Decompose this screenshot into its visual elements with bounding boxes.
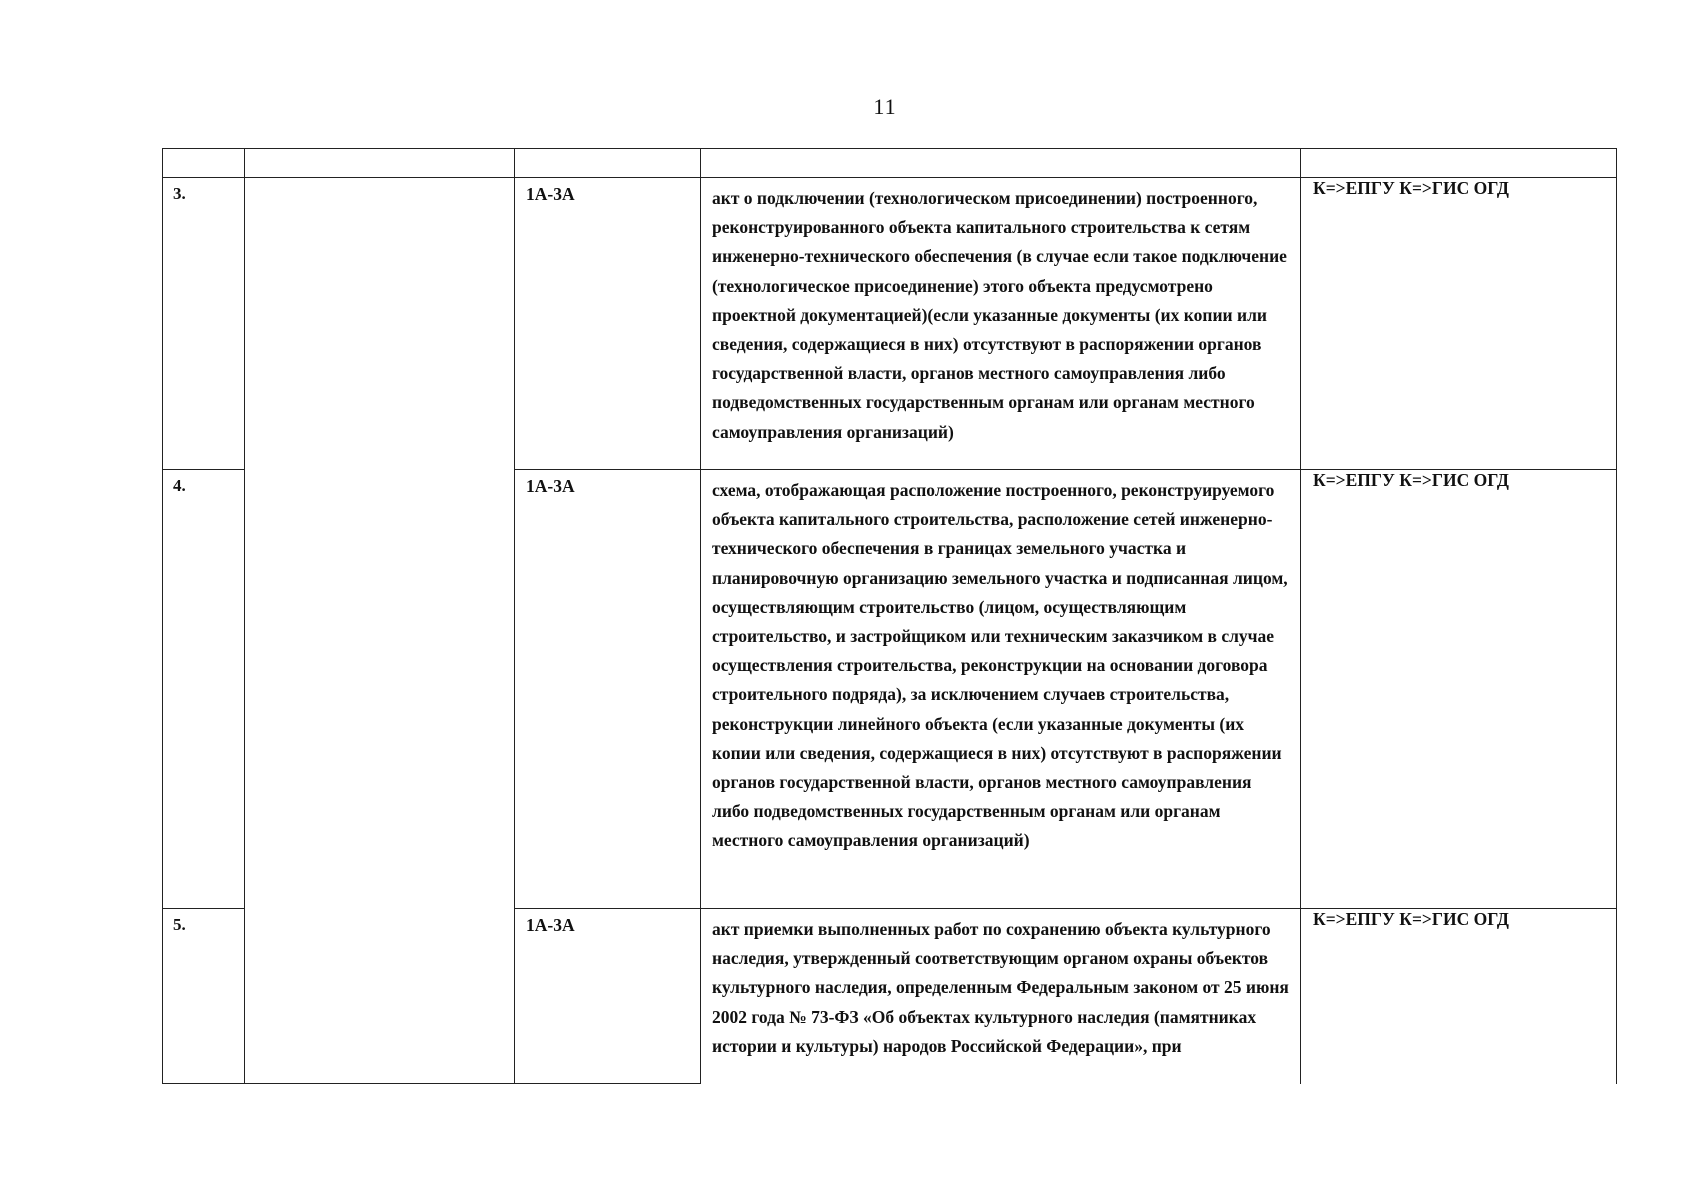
header-cell-blank — [245, 149, 515, 178]
row-code-cell — [515, 178, 701, 470]
row-code-cell — [515, 909, 701, 1084]
row-number: 3. — [173, 184, 186, 203]
row-description: схема, отображающая расположение построенного, реконструируемого объекта капитального строительства, расположение сетей инженерно-технического обеспечения в границах земельного участка и планировочную организацию земельного участка и подписанная лицом, осуществляющим строительство (лицом, осуществляющим строительство, и застройщиком или техническим заказчиком в случае осуществления строительства, реконструкции на основании договора строительного подряда), за исключением случаев строительства, реконструкции линейного объекта (если указанные документы (их копии или сведения, содержащиеся в них) отсутствуют в распоряжении органов государственной власти, органов местного самоуправления либо подведомственных государственным органам или органам местного самоуправления организаций) — [712, 480, 1288, 851]
row-number-cell — [163, 178, 245, 470]
row-route-cell — [1301, 470, 1617, 909]
page-number: 11 — [873, 94, 897, 119]
header-cell-route — [1301, 149, 1617, 178]
row-description-cell — [701, 178, 1301, 470]
row-route: К=>ЕПГУ К=>ГИС ОГД — [1313, 178, 1509, 198]
row-code: 1А-3А — [526, 915, 575, 935]
row-route-cell — [1301, 909, 1617, 1084]
row-description-cell — [701, 470, 1301, 909]
row-description-cell — [701, 909, 1301, 1084]
table-header-row — [163, 149, 1617, 178]
header-cell-code — [515, 149, 701, 178]
row-code: 1А-3А — [526, 184, 575, 204]
row-code-cell — [515, 470, 701, 909]
document-table — [162, 148, 1617, 1084]
row-description: акт приемки выполненных работ по сохранению объекта культурного наследия, утвержденный соответствующим органом охраны объектов культурного наследия, определенным Федеральным законом от 25 июня 2002 года № 73-ФЗ «Об объектах культурного наследия (памятниках истории и культуры) народов Российской Федерации», при — [712, 919, 1289, 1056]
row-number: 5. — [173, 915, 186, 934]
header-cell-description — [701, 149, 1301, 178]
row-code: 1А-3А — [526, 476, 575, 496]
row-number-cell — [163, 909, 245, 1084]
row-number: 4. — [173, 476, 186, 495]
row-route: К=>ЕПГУ К=>ГИС ОГД — [1313, 470, 1509, 490]
table-row — [163, 178, 1617, 470]
row-description: акт о подключении (технологическом присоединении) построенного, реконструированного объекта капитального строительства к сетям инженерно-технического обеспечения (в случае если такое подключение (технологическое присоединение) этого объекта предусмотрено проектной документацией)(если указанные документы (их копии или сведения, содержащиеся в них) отсутствуют в распоряжении органов государственной власти, органов местного самоуправления либо подведомственных государственным органам или органам местного самоуправления организаций) — [712, 188, 1287, 442]
merged-empty-cell — [245, 178, 515, 1084]
header-cell-number — [163, 149, 245, 178]
row-route: К=>ЕПГУ К=>ГИС ОГД — [1313, 909, 1509, 929]
row-route-cell — [1301, 178, 1617, 470]
row-number-cell — [163, 470, 245, 909]
